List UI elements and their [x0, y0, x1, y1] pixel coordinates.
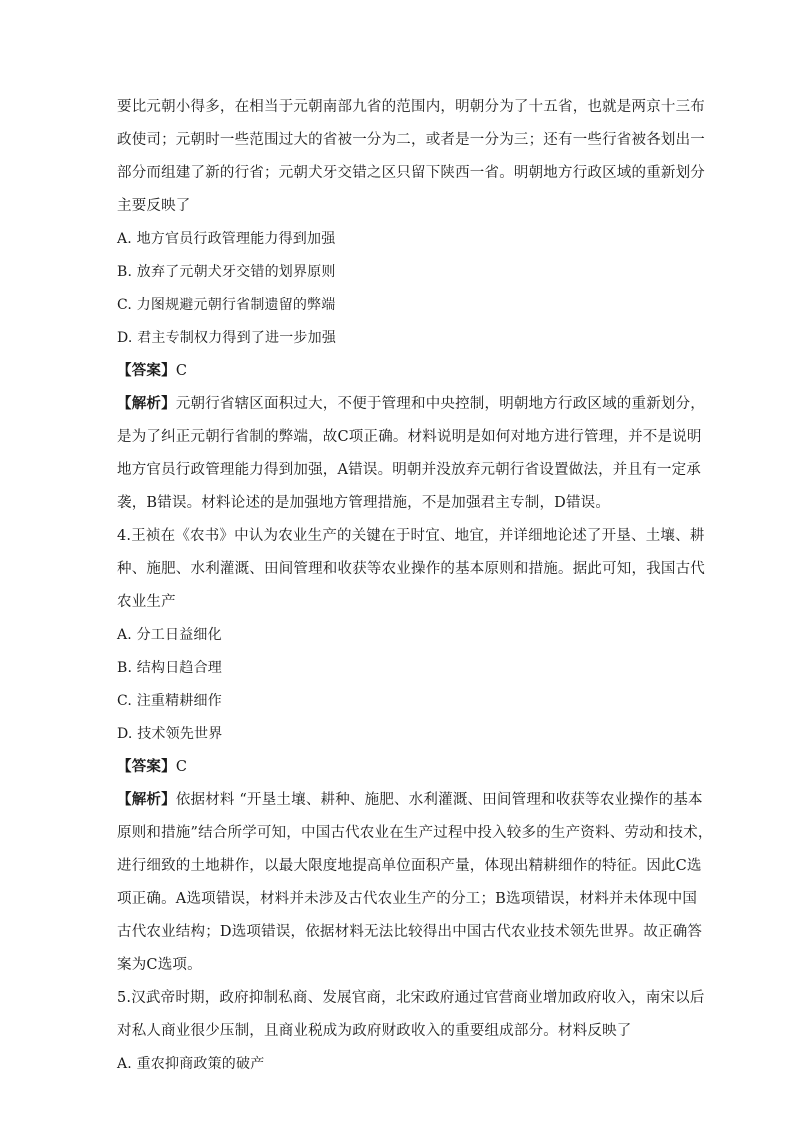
question3-option-a: A. 地方官员行政管理能力得到加强 — [117, 231, 336, 247]
answer-value: C — [175, 759, 188, 775]
answer-label: 【答案】 — [117, 758, 176, 775]
analysis-text: 元朝行省辖区面积过大，不便于管理和中央控制，明朝地方行政区域的重新划分， — [175, 396, 706, 412]
analysis-text: 依据材料 “开垦土壤、耕种、施肥、水利灌溉、田间管理和收获等农业操作的基本 — [175, 792, 703, 808]
question4-stem-line-2: 种、施肥、水利灌溉、田间管理和收获等农业操作的基本原则和措施。据此可知，我国古代 — [117, 561, 705, 577]
question5-stem-line-1: 5.汉武帝时期，政府抑制私商、发展官商，北宋政府通过官营商业增加政府收入，南宋以后 — [117, 990, 705, 1006]
question4-stem-line-1: 4.王祯在《农书》中认为农业生产的关键在于时宜、地宜，并详细地论述了开垦、土壤、耕 — [117, 528, 705, 544]
answer-value: C — [175, 363, 188, 379]
analysis-label: 【解析】 — [117, 395, 176, 412]
analysis-label: 【解析】 — [117, 791, 176, 808]
question3-analysis-line-4: 袭，B错误。材料论述的是加强地方管理措施，不是加强君主专制，D错误。 — [117, 495, 611, 511]
question3-stem-line-4: 主要反映了 — [117, 198, 191, 214]
question4-option-b: B. 结构日趋合理 — [117, 660, 222, 676]
question5-stem-line-2: 对私人商业很少压制，且商业税成为政府财政收入的重要组成部分。材料反映了 — [117, 1023, 632, 1039]
question3-analysis-line-2: 是为了纠正元朝行省制的弊端，故C项正确。材料说明是如何对地方进行管理，并不是说明 — [117, 429, 702, 445]
question3-stem-line-3: 部分而组建了新的行省；元朝犬牙交错之区只留下陕西一省。明朝地方行政区域的重新划分 — [117, 165, 705, 181]
question4-option-c: C. 注重精耕细作 — [117, 693, 222, 709]
question3-stem-line-1: 要比元朝小得多，在相当于元朝南部九省的范围内，明朝分为了十五省，也就是两京十三布 — [117, 99, 705, 115]
question4-analysis-line-3: 进行细致的土地耕作，以最大限度地提高单位面积产量，体现出精耕细作的特征。因此C选 — [117, 858, 702, 874]
question3-analysis-line-1 — [117, 394, 707, 414]
question4-analysis-line-2: 原则和措施”结合所学可知，中国古代农业在生产过程中投入较多的生产资料、劳动和技术， — [117, 825, 713, 841]
answer-label: 【答案】 — [117, 362, 176, 379]
question4-analysis-line-1 — [117, 790, 707, 810]
question3-answer — [117, 361, 707, 381]
question4-analysis-line-6: 案为C选项。 — [117, 957, 202, 973]
question4-analysis-line-4: 项正确。A选项错误，材料并未涉及古代农业生产的分工；B选项错误，材料并未体现中国 — [117, 891, 698, 907]
question3-option-b: B. 放弃了元朝犬牙交错的划界原则 — [117, 264, 336, 280]
question3-analysis-line-3: 地方官员行政管理能力得到加强，A错误。明朝并没放弃元朝行省设置做法，并且有一定承 — [117, 462, 701, 478]
question4-option-a: A. 分工日益细化 — [117, 627, 222, 643]
question4-analysis-line-5: 古代农业结构；D选项错误，依据材料无法比较得出中国古代农业技术领先世界。故正确答 — [117, 924, 703, 940]
question4-stem-line-3: 农业生产 — [117, 594, 176, 610]
question3-stem-line-2: 政使司；元朝时一些范围过大的省被一分为二，或者是一分为三；还有一些行省被各划出一 — [117, 132, 705, 148]
question5-option-a: A. 重农抑商政策的破产 — [117, 1056, 265, 1072]
question3-option-c: C. 力图规避元朝行省制遗留的弊端 — [117, 297, 336, 313]
question4-option-d: D. 技术领先世界 — [117, 726, 223, 742]
question4-answer — [117, 757, 707, 777]
question3-option-d: D. 君主专制权力得到了进一步加强 — [117, 330, 337, 346]
